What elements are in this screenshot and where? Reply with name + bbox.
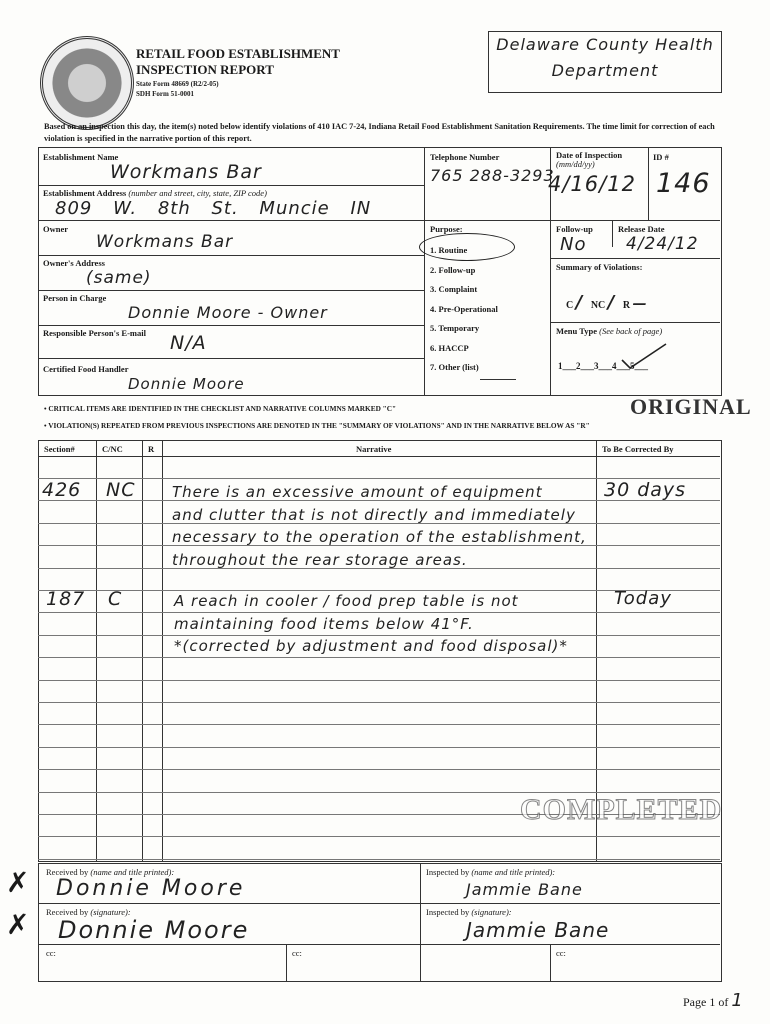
value-inspected-by-signature: Jammie Bane — [466, 918, 610, 942]
violation-section: 187 — [46, 588, 86, 610]
value-establishment-address: 809 W. 8th St. Muncie IN — [55, 198, 372, 219]
value-received-by-signature: Donnie Moore — [58, 916, 250, 944]
menu-type-options: 1___2___3___4___5___ — [558, 361, 648, 371]
narrative-rule — [38, 836, 720, 837]
label-establishment-address: Establishment Address (number and street, city, state, ZIP code) — [43, 188, 267, 198]
intro-text: Based on an inspection this day, the item(s) noted below identify violations of 410 IAC 7-24, Indiana Retail Food Establishment Sanitation Requirements. The time limit for correction of each violation is specified in the narrative portion of this report. — [44, 122, 715, 143]
label-date-of-inspection: Date of Inspection (mm/dd/yy) — [556, 150, 623, 169]
signature-x-mark: ✗ — [6, 866, 30, 899]
value-owners-address: (same) — [86, 268, 152, 288]
col-corrected-by: To Be Corrected By — [602, 444, 674, 454]
label-received-by-name: Received by (name and title printed): — [46, 867, 175, 877]
value-received-by-name: Donnie Moore — [56, 876, 246, 901]
value-date-of-inspection: 4/16/12 — [548, 172, 636, 196]
col-cnc: C/NC — [102, 444, 123, 454]
repeat-violations-note: • VIOLATION(S) REPEATED FROM PREVIOUS INSPECTIONS ARE DENOTED IN THE "SUMMARY OF VIOLATIONS" AND IN THE NARRATIVE BELOW AS "R" — [44, 421, 590, 430]
label-received-by-signature: Received by (signature): — [46, 907, 131, 917]
label-release-date: Release Date — [618, 224, 665, 234]
narrative-rule — [38, 747, 720, 748]
violation-corrected-by: Today — [614, 588, 672, 609]
critical-items-note: • CRITICAL ITEMS ARE IDENTIFIED IN THE CHECKLIST AND NARRATIVE COLUMNS MARKED "C" — [44, 404, 397, 413]
col-narrative: Narrative — [356, 444, 392, 454]
form-subtitle: INSPECTION REPORT — [136, 62, 274, 77]
purpose-option: 7. Other (list) — [430, 362, 479, 372]
state-form-number: State Form 48669 (R2/2-05) — [136, 80, 219, 88]
agency-box — [488, 31, 722, 93]
signature-x-mark: ✗ — [6, 908, 30, 941]
label-owner: Owner — [43, 224, 69, 234]
purpose-option: 4. Pre-Operational — [430, 303, 498, 314]
value-inspected-by-name: Jammie Bane — [466, 880, 583, 899]
agency-line-2: Department — [551, 61, 659, 80]
col-section: Section# — [44, 444, 75, 454]
violation-narrative: A reach in cooler / food prep table is not maintaining food items below 41°F. *(corrected by adjustment and food disposal)* — [174, 592, 568, 655]
col-r: R — [148, 444, 155, 454]
cc-field: cc: — [292, 948, 302, 958]
narrative-rule — [38, 724, 720, 725]
narrative-rule — [38, 680, 720, 681]
label-owners-address: Owner's Address — [43, 258, 105, 268]
violation-section: 426 — [42, 479, 82, 501]
value-telephone: 765 288-3293 — [430, 166, 555, 185]
menu-type-checkmark — [620, 342, 670, 372]
violation-cnc: NC — [106, 479, 136, 501]
page-number: Page 1 of 1 — [683, 990, 744, 1011]
purpose-option: 1. Routine — [430, 245, 468, 255]
purpose-option: 5. Temporary — [430, 323, 480, 333]
label-responsible-email: Responsible Person's E-mail — [43, 328, 146, 338]
violation-corrected-by: 30 days — [604, 479, 687, 501]
label-certified-food-handler: Certified Food Handler — [43, 364, 129, 374]
label-menu-type: Menu Type (See back of page) — [556, 326, 663, 336]
value-release-date: 4/24/12 — [626, 234, 699, 254]
narrative-rule — [38, 859, 720, 860]
label-inspected-by-name: Inspected by (name and title printed): — [426, 867, 556, 877]
value-id: 146 — [656, 168, 711, 199]
violation-narrative: There is an excessive amount of equipment and clutter that is not directly and immediately necessary to the operation of the establishment, throughout the rear storage areas. — [172, 483, 587, 569]
sdh-form-number: SDH Form 51-0001 — [136, 90, 194, 98]
agency-line-1: Delaware County Health — [496, 35, 714, 54]
narrative-rule — [38, 702, 720, 703]
completed-stamp: COMPLETED — [520, 793, 723, 826]
original-stamp: ORIGINAL — [630, 394, 752, 419]
cc-field: cc: — [556, 948, 566, 958]
purpose-option: 3. Complaint — [430, 284, 478, 294]
label-summary-of-violations: Summary of Violations: — [556, 262, 643, 272]
purpose-option: 2. Follow-up — [430, 264, 476, 275]
label-person-in-charge: Person in Charge — [43, 293, 107, 303]
label-establishment-name: Establishment Name — [43, 152, 119, 162]
purpose-options — [430, 241, 498, 378]
label-telephone: Telephone Number — [430, 152, 500, 162]
narrative-rule — [38, 769, 720, 770]
state-seal — [40, 36, 134, 130]
form-title: RETAIL FOOD ESTABLISHMENT — [136, 46, 340, 61]
value-owner: Workmans Bar — [96, 232, 234, 252]
value-follow-up: No — [560, 234, 587, 255]
violation-cnc: C — [108, 588, 123, 610]
label-id: ID # — [653, 152, 669, 162]
value-certified-food-handler: Donnie Moore — [128, 375, 245, 393]
value-responsible-email: N/A — [170, 332, 207, 354]
label-purpose: Purpose: — [430, 224, 463, 234]
summary-counts: C / NC / R — — [566, 292, 648, 313]
value-establishment-name: Workmans Bar — [110, 161, 262, 183]
purpose-option: 6. HACCP — [430, 342, 469, 353]
cc-field: cc: — [46, 948, 56, 958]
label-inspected-by-signature: Inspected by (signature): — [426, 907, 512, 917]
value-person-in-charge: Donnie Moore - Owner — [128, 303, 328, 322]
label-follow-up: Follow-up — [556, 224, 593, 234]
